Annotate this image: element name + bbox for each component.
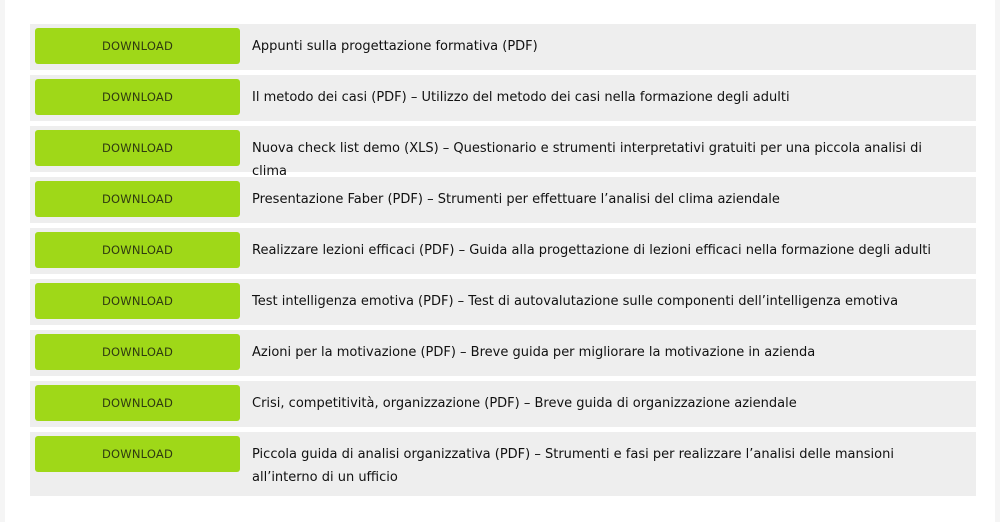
list-item bbox=[30, 279, 976, 330]
item-description: Il metodo dei casi (PDF) – Utilizzo del metodo dei casi nella formazione degli adulti bbox=[252, 90, 790, 105]
item-description: Azioni per la motivazione (PDF) – Breve guida per migliorare la motivazione in azienda bbox=[252, 345, 816, 360]
item-description: Appunti sulla progettazione formativa (PDF) bbox=[252, 39, 538, 54]
list-item bbox=[30, 126, 976, 177]
download-button[interactable]: DOWNLOAD bbox=[35, 28, 240, 64]
download-button[interactable]: DOWNLOAD bbox=[35, 334, 240, 370]
download-button[interactable]: DOWNLOAD bbox=[35, 130, 240, 166]
item-description: Test intelligenza emotiva (PDF) – Test di autovalutazione sulle componenti dell’intelligenza emotiva bbox=[252, 294, 899, 309]
list-item bbox=[30, 177, 976, 228]
list-item bbox=[30, 24, 976, 75]
list-item bbox=[30, 432, 976, 496]
download-button[interactable]: DOWNLOAD bbox=[35, 283, 240, 319]
item-description: Piccola guida di analisi organizzativa (PDF) – Strumenti e fasi per realizzare l’analisi delle mansioni all’interno di un ufficio bbox=[252, 447, 894, 485]
download-list bbox=[30, 24, 976, 496]
download-button[interactable]: DOWNLOAD bbox=[35, 436, 240, 472]
list-item bbox=[30, 75, 976, 126]
list-item bbox=[30, 330, 976, 381]
item-description: Presentazione Faber (PDF) – Strumenti per effettuare l’analisi del clima aziendale bbox=[252, 192, 780, 207]
content-area bbox=[5, 0, 995, 522]
list-item bbox=[30, 381, 976, 432]
download-button[interactable]: DOWNLOAD bbox=[35, 385, 240, 421]
item-description: Crisi, competitività, organizzazione (PDF) – Breve guida di organizzazione aziendale bbox=[252, 396, 797, 411]
download-button[interactable]: DOWNLOAD bbox=[35, 79, 240, 115]
download-button[interactable]: DOWNLOAD bbox=[35, 181, 240, 217]
list-item bbox=[30, 228, 976, 279]
download-button[interactable]: DOWNLOAD bbox=[35, 232, 240, 268]
item-description: Realizzare lezioni efficaci (PDF) – Guida alla progettazione di lezioni efficaci nella formazione degli adulti bbox=[252, 243, 932, 258]
item-description: Nuova check list demo (XLS) – Questionario e strumenti interpretativi gratuiti per una piccola analisi di clima bbox=[252, 141, 922, 179]
